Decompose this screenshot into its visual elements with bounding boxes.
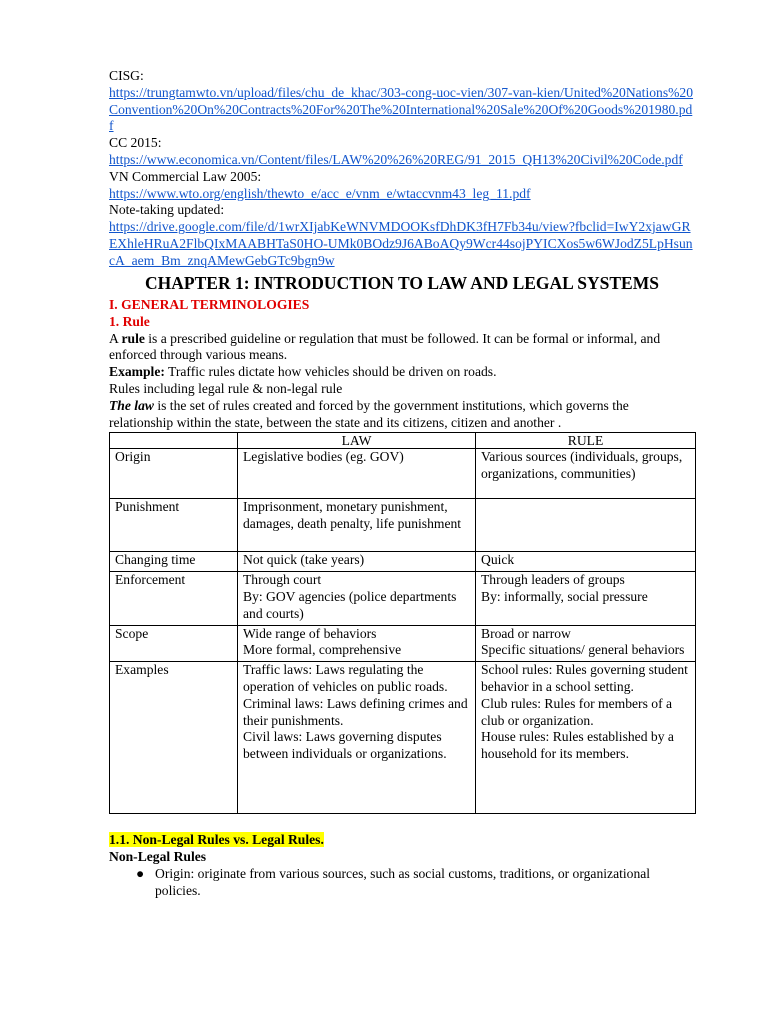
table-row	[110, 572, 696, 625]
table-row	[110, 449, 696, 499]
ref-label-cc2015: CC 2015:	[109, 135, 162, 151]
rule-definition: A rule is a prescribed guideline or regulation that must be followed. It can be formal or informal, and enforced through various means.	[109, 330, 661, 363]
rule-cell: Quick	[476, 552, 696, 572]
row-label: Changing time	[110, 552, 238, 572]
table-row	[110, 499, 696, 552]
non-legal-vs-legal-heading	[109, 832, 695, 849]
non-legal-rules-heading: Non-Legal Rules	[109, 849, 207, 865]
law-term: The law	[109, 397, 154, 413]
section-heading: I. GENERAL TERMINOLOGIES	[109, 297, 310, 313]
ref-label-notes: Note-taking updated:	[109, 202, 225, 218]
rule-term: rule	[121, 330, 145, 346]
law-cell: Traffic laws: Laws regulating the operation of vehicles on public roads. Criminal laws: Laws defining crimes and their punishments. Civil laws: Laws governing disputes between individuals or organizations.	[238, 662, 476, 814]
law-cell: Legislative bodies (eg. GOV)	[238, 449, 476, 499]
list-item: ● Origin: originate from various sources, such as social customs, traditions, or organizational policies.	[136, 865, 651, 898]
link-notes[interactable]: https://drive.google.com/file/d/1wrXIjabKeWNVMDOOKsfDhDK3fH7Fb34u/view?fbclid=IwY2xjawGREXhleHRuA2FlbQIxMAABHTaS0HO-UMk0BOdz9J6ABoAQy9Wcr44sojPYICXos5w6WJodZ5LpHsuncA_aem_Bm_znqAMewGebGTc9bgn9w	[109, 219, 693, 268]
ref-label-cisg: CISG:	[109, 68, 144, 83]
law-cell: Wide range of behaviors More formal, comprehensive	[238, 625, 476, 662]
table-row	[110, 662, 696, 814]
row-label: Origin	[110, 449, 238, 499]
link-cc2015[interactable]: https://www.economica.vn/Content/files/LAW%20%26%20REG/91_2015_QH13%20Civil%20Code.pdf	[109, 151, 683, 167]
ref-label-commercial-law: VN Commercial Law 2005:	[109, 168, 262, 184]
law-cell: Through court By: GOV agencies (police departments and courts)	[238, 572, 476, 625]
table-header-law: LAW	[238, 433, 476, 449]
rule-cell	[476, 499, 696, 552]
rule-cell: Broad or narrow Specific situations/ general behaviors	[476, 625, 696, 662]
law-cell: Imprisonment, monetary punishment, damages, death penalty, life punishment	[238, 499, 476, 552]
row-label: Scope	[110, 625, 238, 662]
example-label: Example:	[109, 364, 165, 380]
table-row	[110, 552, 696, 572]
row-label: Enforcement	[110, 572, 238, 625]
rule-cell: Through leaders of groups By: informally, social pressure	[476, 572, 696, 625]
table-row	[110, 625, 696, 662]
subsection-heading: 1. Rule	[109, 313, 150, 329]
document-page	[109, 68, 695, 899]
law-vs-rule-table	[109, 432, 696, 814]
table-header-rule: RULE	[476, 433, 696, 449]
chapter-title: CHAPTER 1: INTRODUCTION TO LAW AND LEGAL SYSTEMS	[145, 272, 659, 293]
link-commercial-law[interactable]: https://www.wto.org/english/thewto_e/acc_e/vnm_e/wtaccvnm43_leg_11.pdf	[109, 185, 531, 201]
table-header-blank	[110, 433, 238, 449]
row-label: Examples	[110, 662, 238, 814]
row-label: Punishment	[110, 499, 238, 552]
rules-including: Rules including legal rule & non-legal rule	[109, 381, 343, 397]
highlighted-heading: 1.1. Non-Legal Rules vs. Legal Rules.	[109, 832, 324, 848]
example-line: Example: Traffic rules dictate how vehicles should be driven on roads.	[109, 364, 497, 380]
law-cell: Not quick (take years)	[238, 552, 476, 572]
link-cisg[interactable]: https://trungtamwto.vn/upload/files/chu_de_khac/303-cong-uoc-vien/307-van-kien/United%20Nations%20Convention%20On%20Contracts%20For%20The%20International%20Sale%20Of%20Goods%201980.pdf	[109, 84, 694, 134]
law-definition: The law is the set of rules created and forced by the government institutions, which governs the relationship within the state, between the state and its citizens, citizen and another .	[109, 397, 629, 430]
reference-links	[109, 68, 695, 270]
rule-cell: Various sources (individuals, groups, organizations, communities)	[476, 449, 696, 499]
non-legal-bullets	[109, 866, 695, 900]
rule-cell: School rules: Rules governing student behavior in a school setting. Club rules: Rules for members of a club or organization. House rules: Rules established by a household for its members.	[476, 662, 696, 814]
bullet-dot-icon: ●	[136, 865, 145, 881]
table-header-row	[110, 433, 696, 449]
